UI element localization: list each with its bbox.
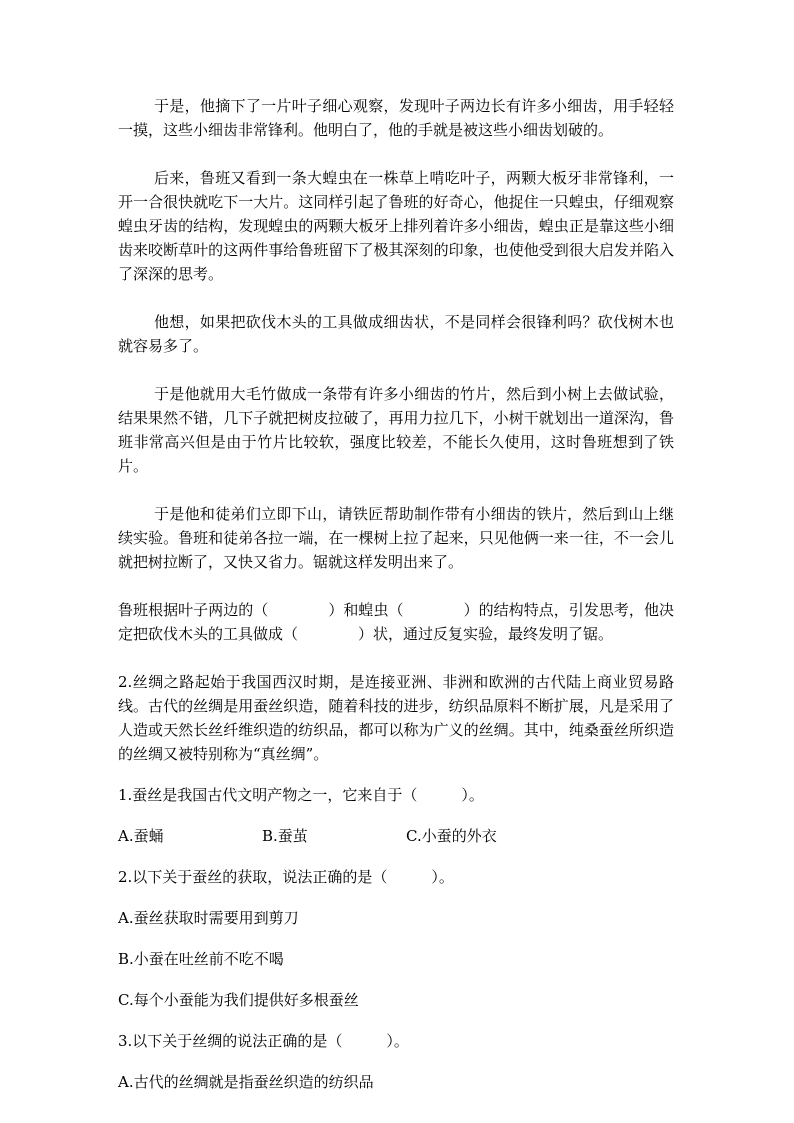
question-2-stem-text: 2.以下关于蚕丝的获取，说法正确的是（ (118, 868, 388, 886)
fill-question-part-1: 鲁班根据叶子两边的（ (118, 601, 269, 619)
question-3-stem (118, 1029, 674, 1053)
fill-question-part-4: ）状，通过反复实验，最终发明了锯。 (358, 625, 614, 643)
passage-paragraph-3: 他想，如果把砍伐木头的工具做成细齿状，不是同样会很锋利吗？砍伐树木也就容易多了。 (118, 313, 674, 355)
passage-paragraph-2: 后来，鲁班又看到一条大蝗虫在一株草上啃吃叶子，两颗大板牙非常锋利，一开一合很快就吃下一大片。这同样引起了鲁班的好奇心，他捉住一只蝗虫，仔细观察蝗虫牙齿的结构，发现蝗虫的两颗大板牙上排列着许多小细齿，蝗虫正是靠这些小细齿来咬断草叶的这两件事给鲁班留下了极其深刻的印象，也使他受到很大启发并陷入了深深的思考。 (118, 169, 674, 283)
section-2-intro: 2.丝绸之路起始于我国西汉时期，是连接亚洲、非洲和欧洲的古代陆上商业贸易路线。古代的丝绸是用蚕丝织造，随着科技的进步，纺织品原料不断扩展，凡是采用了人造或天然长丝纤维织造的纺织品，都可以称为广义的丝绸。其中，纯桑蚕丝所织造的丝绸又被特别称为“真丝绸”。 (118, 673, 674, 763)
question-2-option-a[interactable]: A.蚕丝获取时需要用到剪刀 (118, 909, 299, 927)
fill-question-part-2: ）和蝗虫（ (328, 601, 404, 619)
question-3-stem-text: 3.以下关于丝绸的说法正确的是（ (118, 1032, 343, 1050)
fill-in-question (118, 598, 674, 646)
question-1-option-c[interactable]: C.小蚕的外衣 (406, 827, 497, 845)
passage-paragraph-5: 于是他和徒弟们立即下山，请铁匠帮助制作带有小细齿的铁片，然后到山上继续实验。鲁班和徒弟各拉一端，在一棵树上拉了起来，只见他俩一来一往，不一会儿就把树拉断了，又快又省力。锯就这样发明出来了。 (118, 505, 674, 571)
question-2-stem (118, 865, 674, 889)
question-1-option-a[interactable]: A.蚕蛹 (118, 827, 164, 845)
question-1-stem-text: 1.蚕丝是我国古代文明产物之一，它来自于（ (118, 786, 418, 804)
question-1-option-b[interactable]: B.蚕茧 (262, 827, 308, 845)
question-1-options (118, 824, 674, 848)
question-2-option-c[interactable]: C.每个小蚕能为我们提供好多根蚕丝 (118, 991, 359, 1009)
passage-paragraph-4: 于是他就用大毛竹做成一条带有许多小细齿的竹片，然后到小树上去做试验，结果果然不错，几下子就把树皮拉破了，再用力拉几下，小树干就划出一道深沟，鲁班非常高兴但是由于竹片比较软，强度比较差，不能长久使用，这时鲁班想到了铁片。 (118, 385, 674, 475)
passage-paragraph-1: 于是，他摘下了一片叶子细心观察，发现叶子两边长有许多小细齿，用手轻轻一摸，这些小细齿非常锋利。他明白了，他的手就是被这些小细齿划破的。 (118, 97, 674, 139)
question-1-stem (118, 783, 674, 807)
question-1-stem-end: ）。 (461, 786, 484, 804)
page-content (118, 94, 674, 1111)
question-3-option-a[interactable]: A.古代的丝绸就是指蚕丝织造的纺织品 (118, 1073, 374, 1091)
question-2-stem-end: ）。 (431, 868, 454, 886)
question-3-stem-end: ）。 (386, 1032, 409, 1050)
fill-question-part-3: ）的结构特点，引发思考，他决定把砍伐木头的工具做成（ (118, 601, 674, 643)
question-2-option-b[interactable]: B.小蚕在吐丝前不吃不喝 (118, 950, 284, 968)
